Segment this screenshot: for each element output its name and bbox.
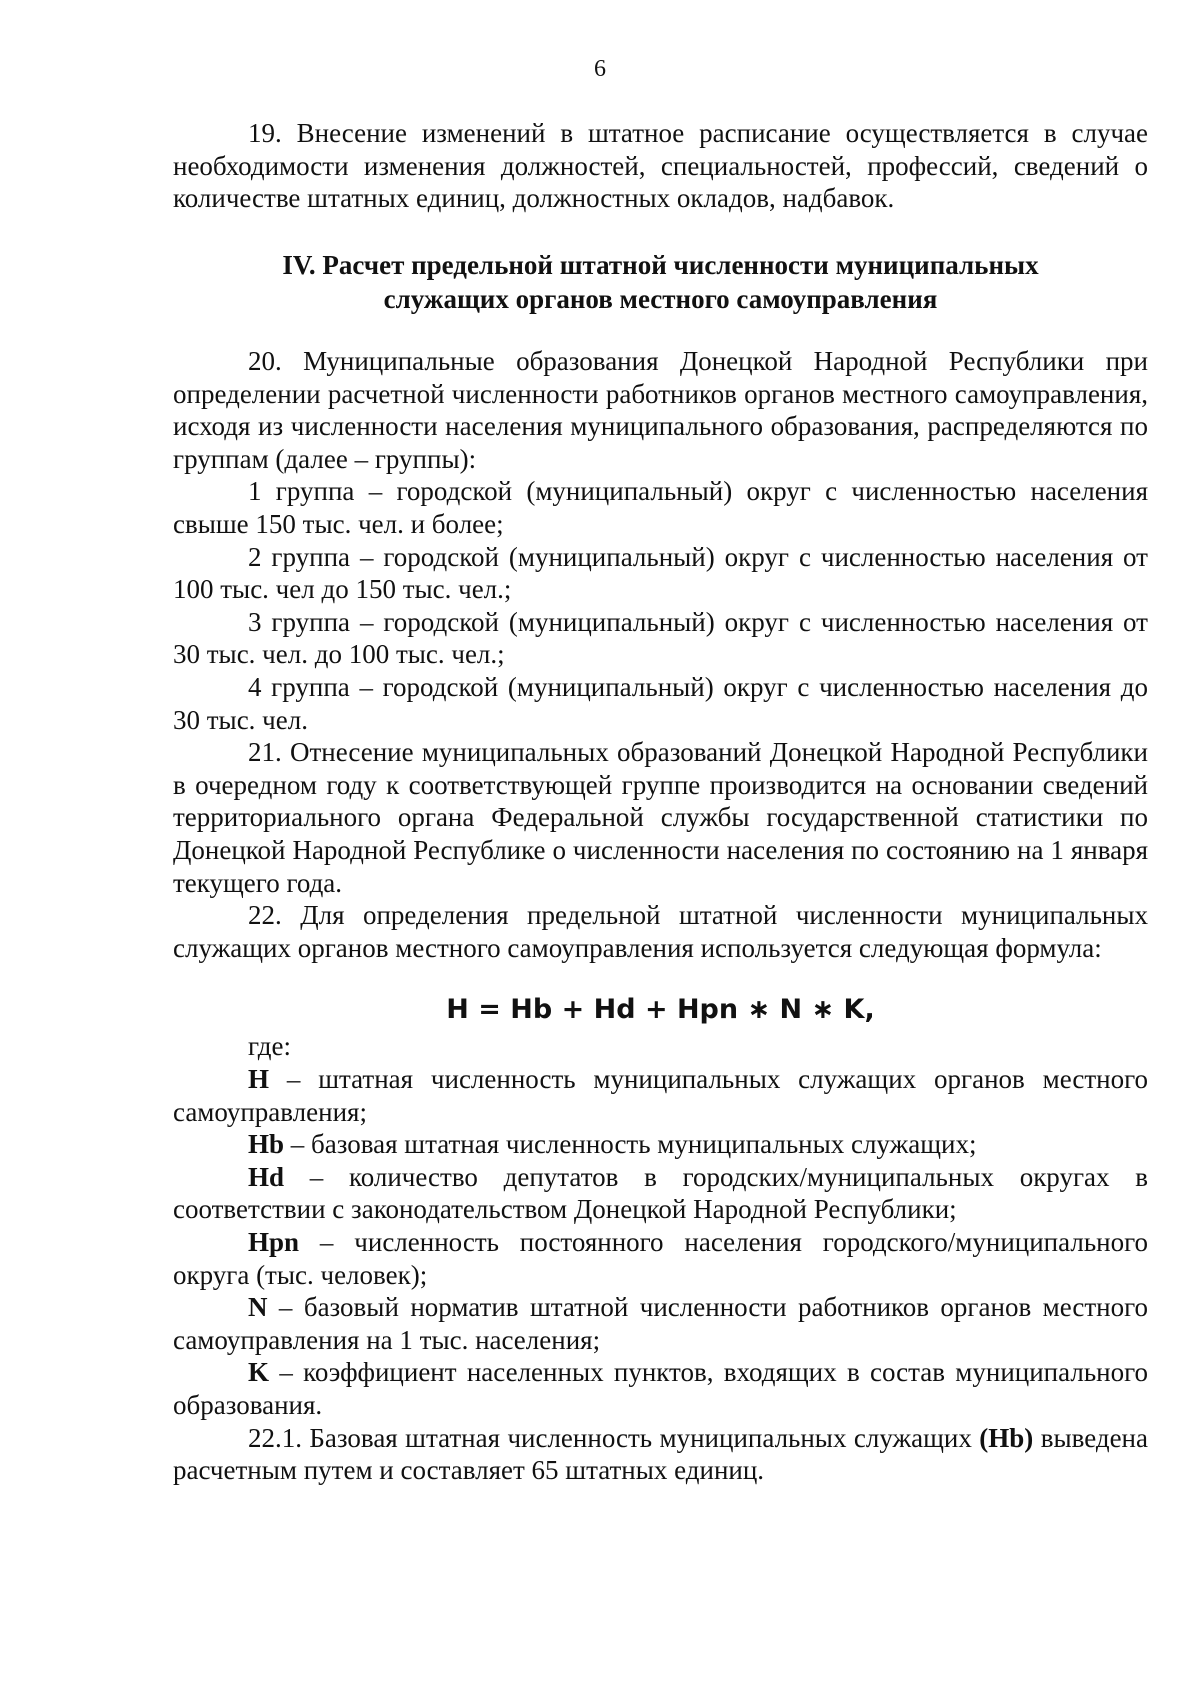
paragraph-22-1-start: 22.1. Базовая штатная численность муниципальных служащих [248, 1422, 980, 1453]
group-3: 3 группа – городской (муниципальный) округ с численностью населения от 30 тыс. чел. до 100 тыс. чел.; [173, 606, 1148, 670]
definition-n [173, 1291, 1148, 1356]
term-k: K [248, 1357, 270, 1388]
formula: H = Hb + Hd + Hpn ∗ N ∗ K, [446, 994, 875, 1026]
where-label: где: [248, 1031, 291, 1061]
definition-hpn-text: – численность постоянного населения городского/муниципального округа (тыс. человек); [173, 1226, 1148, 1290]
term-hd: Hd [248, 1161, 285, 1192]
definition-hd [173, 1161, 1148, 1226]
paragraphs-20-22 [173, 345, 1148, 1027]
section-heading-line-1: IV. Расчет предельной штатной численности муниципальных [282, 250, 1039, 280]
paragraph-20: 20. Муниципальные образования Донецкой Народной Республики при определении расчетной численности работников органов местного самоуправления, исходя из численности населения муниципального образования, распределяются по группам (далее – группы): [173, 346, 1148, 474]
definition-k [173, 1356, 1148, 1421]
page-number: 6 [594, 56, 606, 82]
definition-n-text: – базовый норматив штатной численности работников органов местного самоуправления на 1 тыс. населения; [173, 1292, 1148, 1355]
definition-hpn [173, 1226, 1148, 1291]
where-block [173, 1030, 1148, 1063]
definition-hd-text: – количество депутатов в городских/муниципальных округах в соответствии с законодательством Донецкой Народной Республики; [173, 1161, 1148, 1225]
section-heading [173, 248, 1148, 316]
definition-hb [173, 1128, 1148, 1161]
term-n: N [248, 1292, 268, 1323]
term-h: H [248, 1064, 270, 1094]
paragraph-19-block [173, 117, 1148, 215]
group-2: 2 группа – городской (муниципальный) округ с численностью населения от 100 тыс. чел до 150 тыс. чел.; [173, 541, 1148, 605]
group-1: 1 группа – городской (муниципальный) округ с численностью населения свыше 150 тыс. чел. и более; [173, 476, 1148, 539]
term-hb-inline: (Hb) [979, 1422, 1034, 1453]
definition-k-text: – коэффициент населенных пунктов, входящих в состав муниципального образования. [173, 1357, 1148, 1420]
term-hb: Hb [248, 1129, 285, 1160]
definitions-list [173, 1063, 1148, 1487]
paragraph-22-1-end: выведена расчетным путем и составляет 65 штатных единиц. [173, 1422, 1148, 1486]
term-hpn: Hpn [248, 1226, 300, 1257]
paragraph-19: 19. Внесение изменений в штатное расписание осуществляется в случае необходимости изменения должностей, специальностей, профессий, сведений о количестве штатных единиц, должностных окладов, надбавок. [173, 118, 1148, 214]
definition-h [173, 1063, 1148, 1128]
definition-h-text: – штатная численность муниципальных служащих органов местного самоуправления; [173, 1064, 1148, 1127]
section-heading-line-2: служащих органов местного самоуправления [383, 284, 938, 314]
group-4: 4 группа – городской (муниципальный) округ с численностью населения до 30 тыс. чел. [173, 671, 1148, 735]
paragraph-21: 21. Отнесение муниципальных образований Донецкой Народной Республики в очередном году к соответствующей группе производится на основании сведений территориального органа Федеральной службы государственной статистики по Донецкой Народной Республике о численности населения по состоянию на 1 января текущего года. [173, 737, 1148, 898]
paragraph-22: 22. Для определения предельной штатной численности муниципальных служащих органов местного самоуправления используется следующая формула: [173, 900, 1148, 963]
definition-hb-text: – базовая штатная численность муниципальных служащих; [284, 1129, 977, 1160]
paragraph-22-1 [173, 1422, 1148, 1487]
